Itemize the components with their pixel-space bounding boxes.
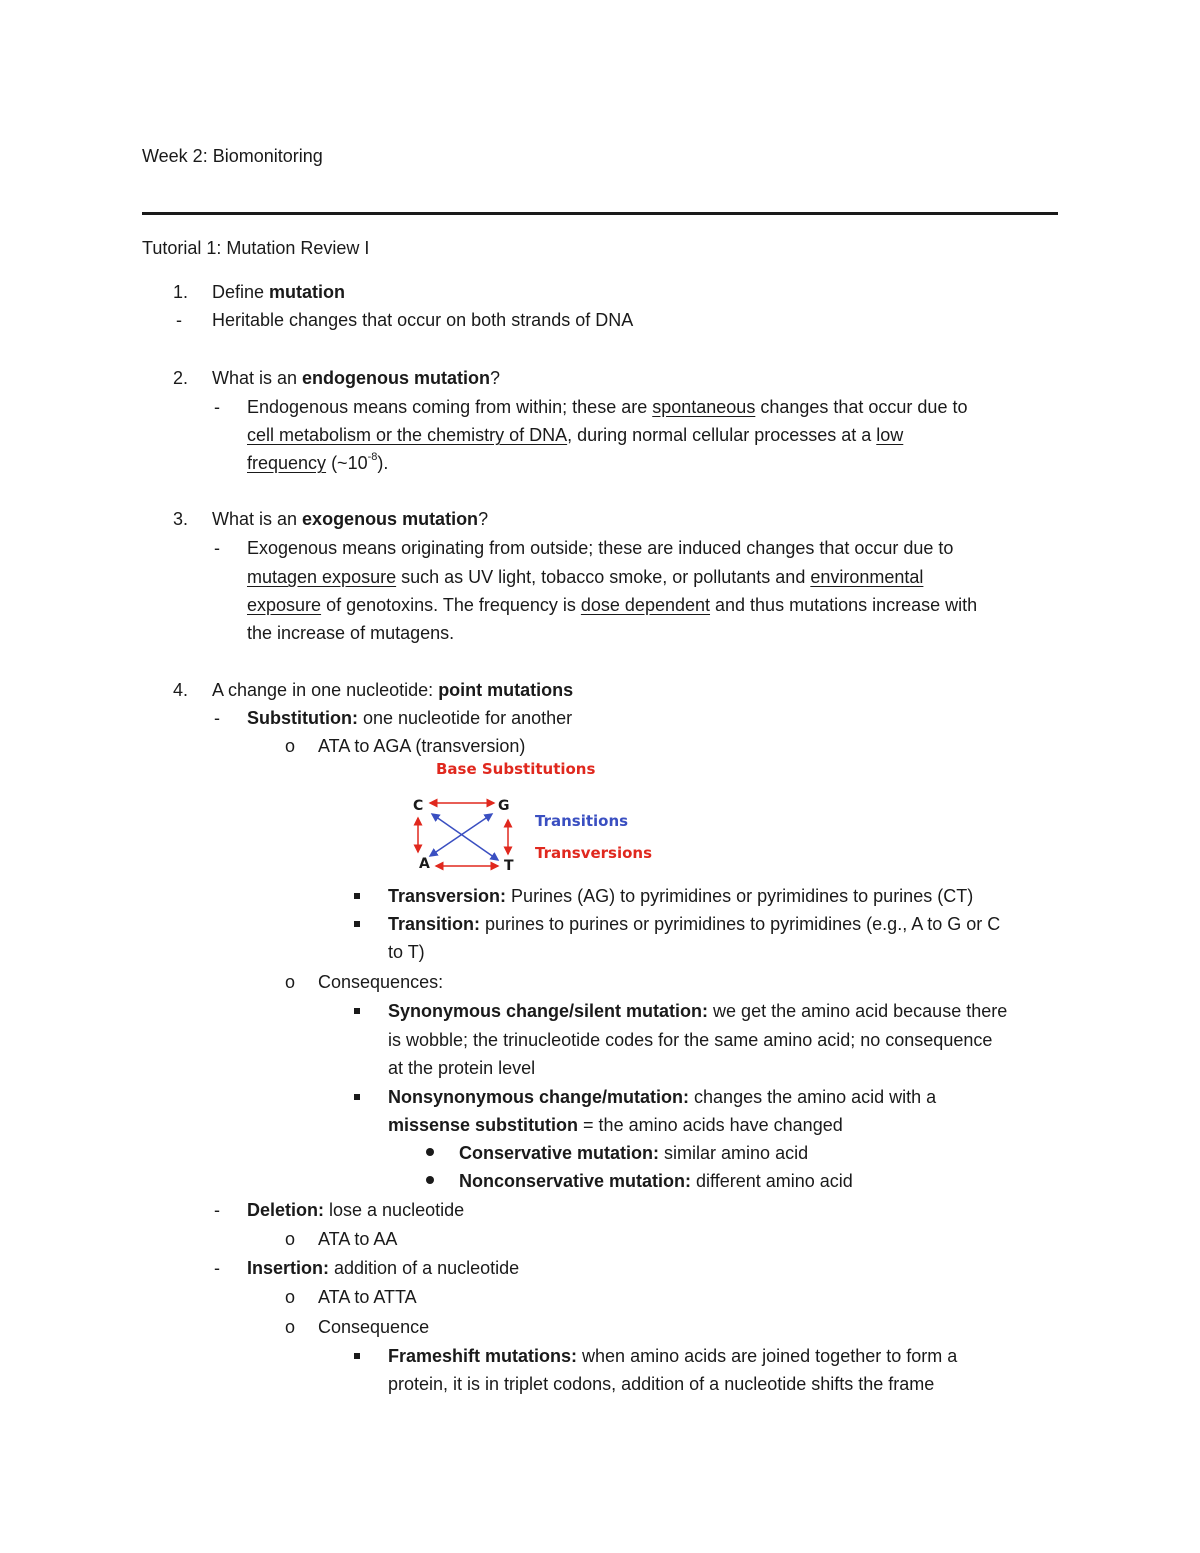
transition-definition-line-2: to T) — [388, 942, 425, 962]
answer-3-line-4: the increase of mutagens. — [247, 623, 455, 643]
round-bullet — [426, 1176, 434, 1184]
nonsynonymous-line-2: missense substitution = the amino acids have changed — [388, 1115, 843, 1135]
page-title: Week 2: Biomonitoring — [142, 146, 323, 166]
frameshift-line-2: protein, it is in triplet codons, addition of a nucleotide shifts the frame — [388, 1374, 935, 1394]
question-number: 3. — [173, 509, 189, 529]
answer-3-line-3: exposure of genotoxins. The frequency is dose dependent and thus mutations increase with — [247, 595, 978, 615]
base-label-t: T — [504, 858, 514, 874]
answer-1: Heritable changes that occur on both strands of DNA — [212, 310, 634, 330]
dash-marker: - — [214, 538, 220, 558]
square-bullet — [354, 1353, 360, 1359]
insertion-item: Insertion: addition of a nucleotide — [247, 1258, 520, 1278]
circle-marker: o — [285, 1287, 296, 1307]
base-label-c: C — [413, 798, 424, 814]
consequence-heading: Consequence — [318, 1317, 430, 1337]
dash-marker: - — [214, 397, 220, 417]
figure-title: Base Substitutions — [436, 760, 596, 778]
transversion-definition: Transversion: Purines (AG) to pyrimidines or pyrimidines to purines (CT) — [388, 886, 974, 906]
nonsynonymous-line-1: Nonsynonymous change/mutation: changes the amino acid with a — [388, 1087, 937, 1107]
transition-definition-line-1: Transition: purines to purines or pyrimidines to pyrimidines (e.g., A to G or C — [388, 914, 1001, 934]
frameshift-line-1: Frameshift mutations: when amino acids are joined together to form a — [388, 1346, 958, 1366]
base-label-a: A — [419, 856, 430, 872]
square-bullet — [354, 893, 360, 899]
dash-marker: - — [214, 708, 220, 728]
question-2: What is an endogenous mutation? — [212, 368, 501, 388]
square-bullet — [354, 1008, 360, 1014]
substitution-item: Substitution: one nucleotide for another — [247, 708, 573, 728]
nonconservative-mutation: Nonconservative mutation: different amino acid — [459, 1171, 853, 1191]
circle-marker: o — [285, 1317, 296, 1337]
base-label-g: G — [498, 798, 510, 814]
square-bullet — [354, 921, 360, 927]
synonymous-line-2: is wobble; the trinucleotide codes for the same amino acid; no consequence — [388, 1030, 993, 1050]
answer-2-line-1: Endogenous means coming from within; these are spontaneous changes that occur due to — [247, 397, 968, 417]
dash-marker: - — [214, 1258, 220, 1278]
square-bullet — [354, 1094, 360, 1100]
circle-marker: o — [285, 972, 296, 992]
deletion-example: ATA to AA — [318, 1229, 398, 1249]
tutorial-heading: Tutorial 1: Mutation Review I — [142, 238, 370, 258]
answer-3-line-2: mutagen exposure such as UV light, tobacco smoke, or pollutants and environmental — [247, 567, 924, 587]
answer-3-line-1: Exogenous means originating from outside; these are induced changes that occur due to — [247, 538, 954, 558]
dash-marker: - — [214, 1200, 220, 1220]
title-divider — [142, 212, 1058, 215]
question-number: 1. — [173, 282, 189, 302]
conservative-mutation: Conservative mutation: similar amino acid — [459, 1143, 809, 1163]
substitution-example: ATA to AGA (transversion) — [318, 736, 526, 756]
synonymous-line-1: Synonymous change/silent mutation: we get the amino acid because there — [388, 1001, 1008, 1021]
base-substitutions-figure — [400, 756, 660, 876]
synonymous-line-3: at the protein level — [388, 1058, 536, 1078]
question-number: 2. — [173, 368, 189, 388]
answer-2-line-2: cell metabolism or the chemistry of DNA, during normal cellular processes at a low — [247, 425, 904, 445]
legend-transversions: Transversions — [535, 844, 653, 862]
insertion-example: ATA to ATTA — [318, 1287, 417, 1307]
question-4: A change in one nucleotide: point mutations — [212, 680, 574, 700]
circle-marker: o — [285, 736, 296, 756]
consequences-heading: Consequences: — [318, 972, 444, 992]
legend-transitions: Transitions — [535, 812, 629, 830]
answer-2-line-3: frequency $(\sim 10^{-8})$. — [247, 451, 389, 473]
question-1: Define mutation — [212, 282, 346, 302]
circle-marker: o — [285, 1229, 296, 1249]
question-number: 4. — [173, 680, 189, 700]
question-3: What is an exogenous mutation? — [212, 509, 489, 529]
deletion-item: Deletion: lose a nucleotide — [247, 1200, 465, 1220]
round-bullet — [426, 1148, 434, 1156]
arrow-c-t — [432, 814, 498, 860]
dash-marker: - — [176, 310, 182, 330]
